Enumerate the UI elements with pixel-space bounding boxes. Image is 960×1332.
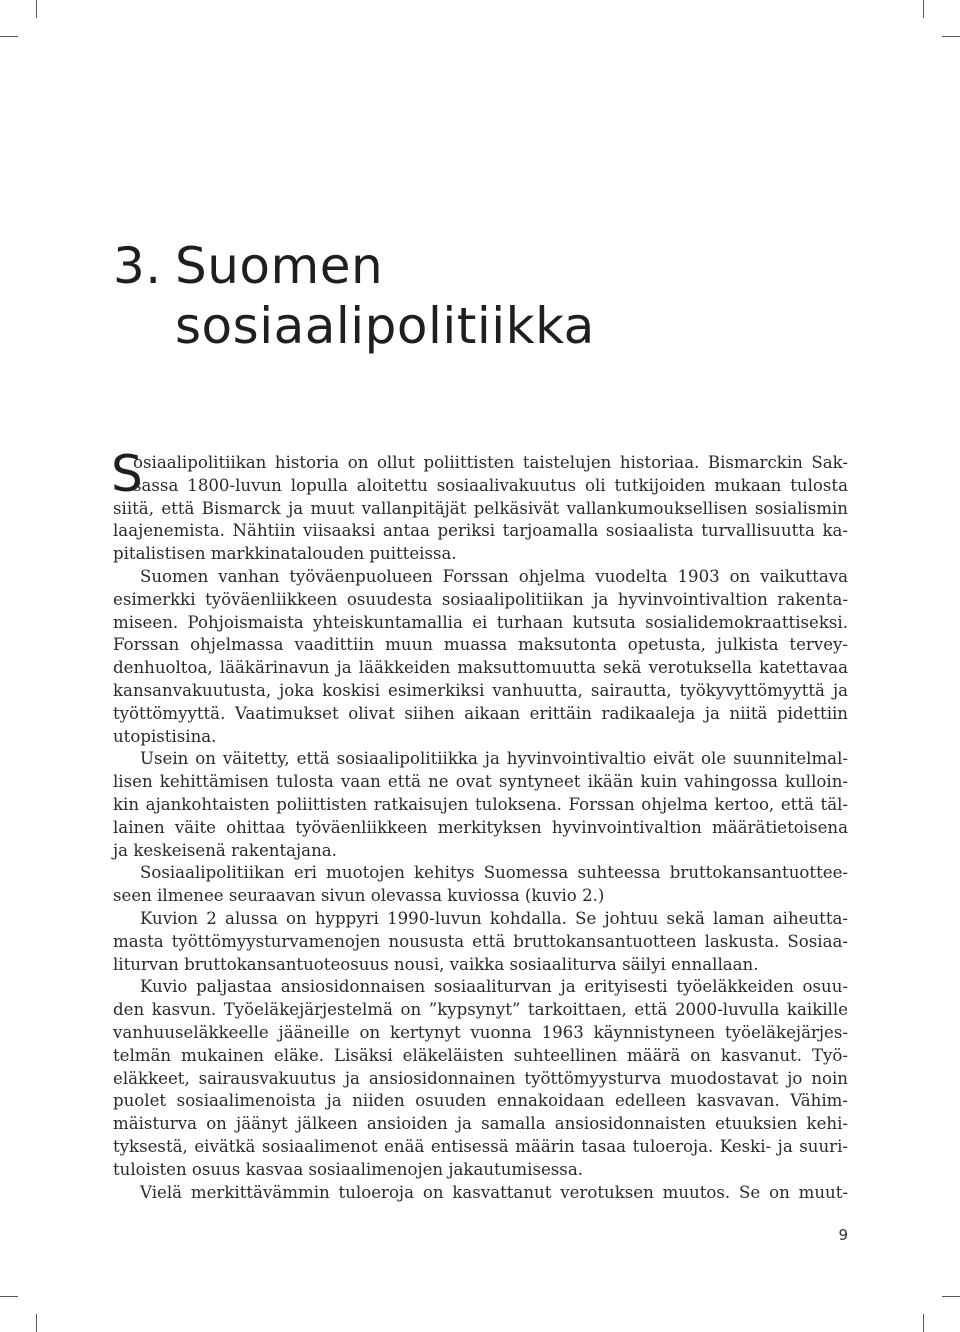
text-line: eläkkeet, sairausvakuutus ja ansiosidonnainen työttömyysturva muodostavat jo noin bbox=[113, 1068, 848, 1088]
text-line: osiaalipolitiikan historia on ollut poliittisten taistelujen historiaa. Bismarckin Sak- bbox=[133, 453, 848, 472]
text-line: seen ilmenee seuraavan sivun olevassa kuviossa (kuvio 2.) bbox=[113, 886, 605, 906]
crop-mark-top-left-h bbox=[0, 36, 18, 37]
text-line: denhuoltoa, lääkärinavun ja lääkkeiden maksuttomuutta sekä verotuksella katettavaa bbox=[113, 658, 848, 678]
crop-mark-bottom-left-v bbox=[36, 1314, 37, 1332]
text-line: telmän mukainen eläke. Lisäksi eläkeläisten suhteellinen määrä on kasvanut. Työ- bbox=[113, 1045, 848, 1065]
page-number: 9 bbox=[838, 1226, 848, 1244]
text-line: Suomen vanhan työväenpuolueen Forssan ohjelma vuodelta 1903 on vaikuttava bbox=[140, 566, 848, 586]
text-line: ja keskeisenä rakentajana. bbox=[113, 840, 337, 860]
body-text bbox=[111, 445, 848, 1204]
text-line: laajenemista. Nähtiin viisaaksi antaa periksi tarjoamalla sosiaalista turvallisuutta ka- bbox=[113, 521, 848, 541]
crop-mark-top-right-v bbox=[923, 0, 924, 18]
crop-mark-bottom-right-h bbox=[942, 1296, 960, 1297]
text-line: utopistisina. bbox=[113, 726, 217, 746]
text-line: lainen väite ohittaa työväenliikkeen merkityksen hyvinvointivaltion määrätietoisena bbox=[113, 817, 848, 837]
text-line: esimerkki työväenliikkeen osuudesta sosiaalipolitiikan ja hyvinvointivaltion rakenta- bbox=[113, 589, 848, 609]
text-line: tuloisten osuus kasvaa sosiaalimenojen jakautumisessa. bbox=[113, 1159, 583, 1179]
crop-mark-bottom-right-v bbox=[923, 1314, 924, 1332]
text-line: Kuvio paljastaa ansiosidonnaisen sosiaaliturvan ja erityisesti työeläkkeiden osuu- bbox=[140, 977, 848, 997]
text-line: Usein on väitetty, että sosiaalipolitiikka ja hyvinvointivaltio eivät ole suunnitelmal- bbox=[140, 749, 848, 769]
text-line: vanhuuseläkkeelle jääneille on kertynyt vuonna 1963 käynnistyneen työeläkejärjes- bbox=[113, 1022, 848, 1042]
chapter-title-line-1: Suomen bbox=[175, 237, 384, 295]
chapter-title bbox=[113, 236, 595, 356]
chapter-number: 3. bbox=[113, 237, 162, 295]
chapter-title-line-2: sosiaalipolitiikka bbox=[175, 297, 595, 355]
text-line: kansanvakuutusta, joka koskisi esimerkiksi vanhuutta, sairautta, työkyvyttömyyttä ja bbox=[113, 680, 848, 700]
text-line: den kasvun. Työeläkejärjestelmä on ”kypsynyt” tarkoittaen, että 2000-luvulla kaikille bbox=[113, 1000, 848, 1020]
crop-mark-top-left-v bbox=[36, 0, 37, 18]
text-line: puolet sosiaalimenoista ja niiden osuuden ennakoidaan edelleen kasvavan. Vähim- bbox=[113, 1091, 848, 1111]
crop-mark-top-right-h bbox=[942, 36, 960, 37]
text-line: liturvan bruttokansantuoteosuus nousi, vaikka sosiaaliturva säilyi ennallaan. bbox=[113, 954, 759, 974]
crop-mark-bottom-left-h bbox=[0, 1296, 18, 1297]
text-line: Sosiaalipolitiikan eri muotojen kehitys Suomessa suhteessa bruttokansantuottee- bbox=[140, 863, 848, 883]
text-line: sassa 1800-luvun lopulla aloitettu sosiaalivakuutus oli tutkijoiden mukaan tulosta bbox=[133, 475, 848, 495]
text-line: mäisturva on jäänyt jälkeen ansioiden ja samalla ansiosidonnaisten etuuksien kehi- bbox=[113, 1114, 848, 1134]
text-line: tyksestä, eivätkä sosiaalimenot enää entisessä määrin tasaa tuloeroja. Keski- ja suuri- bbox=[113, 1136, 848, 1156]
text-line: miseen. Pohjoismaista yhteiskuntamallia ei turhaan kutsuta sosialidemokraattiseksi. bbox=[113, 612, 848, 632]
text-line: Kuvion 2 alussa on hyppyri 1990-luvun kohdalla. Se johtuu sekä laman aiheutta- bbox=[140, 908, 848, 928]
text-line: siitä, että Bismarck ja muut vallanpitäjät pelkäsivät vallankumouksellisen sosialismin bbox=[113, 498, 848, 518]
text-line: Vielä merkittävämmin tuloeroja on kasvattanut verotuksen muutos. Se on muut- bbox=[140, 1182, 848, 1202]
text-line: työttömyyttä. Vaatimukset olivat siihen aikaan erittäin radikaaleja ja niitä pidettiin bbox=[113, 703, 848, 723]
text-line: pitalistisen markkinatalouden puitteissa. bbox=[113, 544, 457, 564]
text-line: lisen kehittämisen tulosta vaan että ne ovat syntyneet ikään kuin vahingossa kulloin- bbox=[113, 772, 848, 792]
text-line: Forssan ohjelmassa vaadittiin muun muassa maksutonta opetusta, julkista tervey- bbox=[113, 635, 848, 655]
drop-cap: S bbox=[111, 445, 143, 503]
text-line: masta työttömyysturvamenojen noususta että bruttokansantuotteen laskusta. Sosiaa- bbox=[113, 931, 848, 951]
text-line: kin ajankohtaisten poliittisten ratkaisujen tuloksena. Forssan ohjelma kertoo, että täl- bbox=[113, 794, 848, 814]
